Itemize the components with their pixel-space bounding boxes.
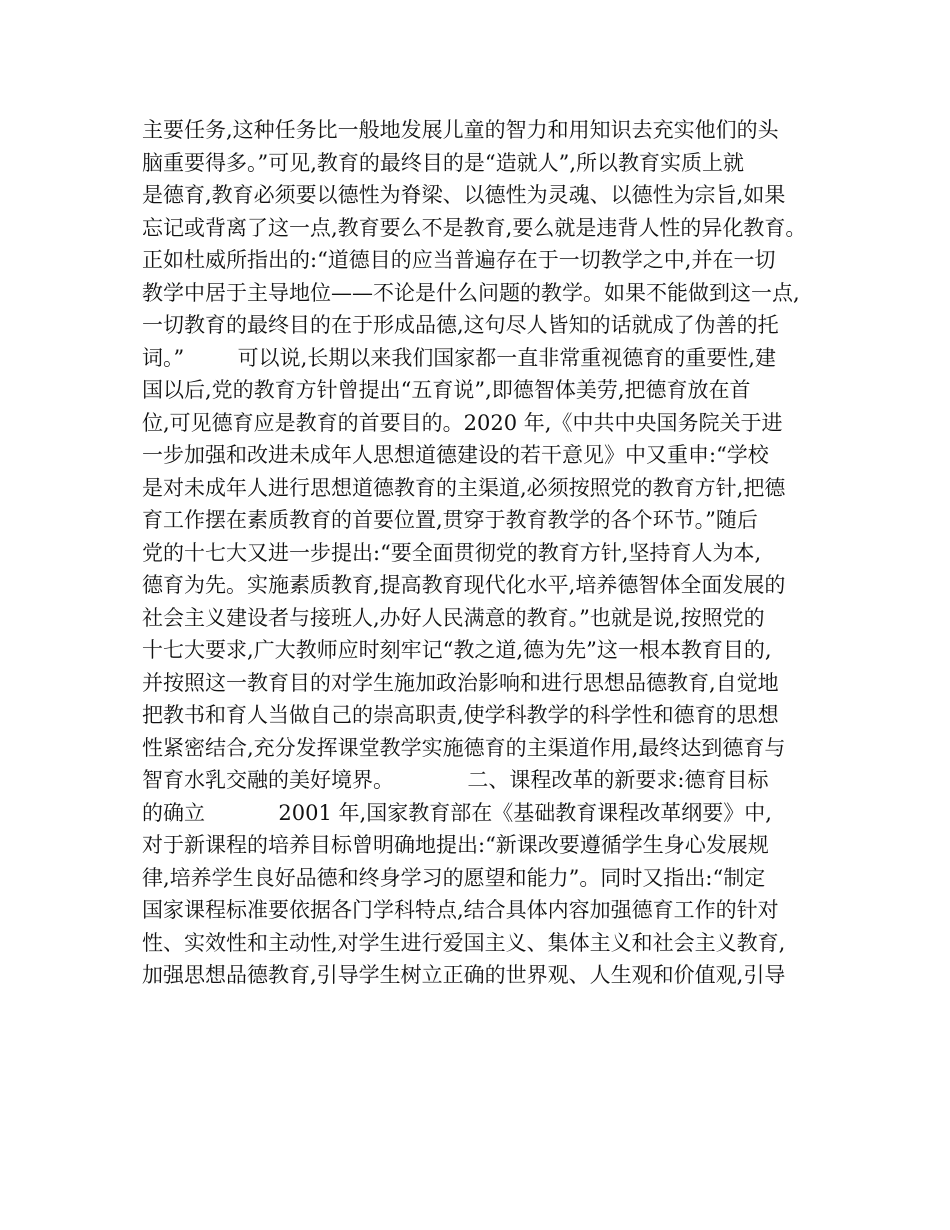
text-line: 十七大要求,广大教师应时刻牢记“教之道,德为先”这一根本教育目的, — [142, 638, 772, 662]
body-text — [142, 114, 822, 992]
text-line: 性紧密结合,充分发挥课堂教学实施德育的主渠道作用,最终达到德育与 — [142, 735, 786, 760]
text-line: 国家课程标准要依据各门学科特点,结合具体内容加强德育工作的针对 — [142, 898, 779, 922]
text-line: 加强思想品德教育,引导学生树立正确的世界观、人生观和价值观,引导 — [142, 963, 786, 987]
text-line: 是德育,教育必须要以德性为脊梁、以德性为灵魂、以德性为宗旨,如果 — [142, 183, 786, 207]
text-line: 一切教育的最终目的在于形成品德,这句尽人皆知的话就成了伪善的托 — [142, 313, 779, 337]
text-line: 是对未成年人进行思想道德教育的主渠道,必须按照党的教育方针,把德 — [142, 475, 786, 500]
text-line: 主要任务,这种任务比一般地发展儿童的智力和用知识去充实他们的头 — [142, 118, 779, 142]
text-line: 律,培养学生良好品德和终身学习的愿望和能力”。同时又指出:“制定 — [142, 865, 766, 890]
text-line: 的确立 2001 年,国家教育部在《基础教育课程改革纲要》中, — [142, 800, 772, 825]
text-line: 育工作摆在素质教育的首要位置,贯穿于教育教学的各个环节。”随后 — [142, 508, 758, 532]
text-line: 忘记或背离了这一点,教育要么不是教育,要么就是违背人性的异化教育。 — [142, 215, 807, 240]
text-line: 位,可见德育应是教育的首要目的。2020 年,《中共中央国务院关于进 — [142, 410, 783, 435]
text-line: 正如杜威所指出的:“道德目的应当普遍存在于一切教学之中,并在一切 — [142, 248, 776, 272]
text-line: 国以后,党的教育方针曾提出“五育说”,即德智体美劳,把德育放在首 — [142, 378, 751, 402]
text-line: 德育为先。实施素质教育,提高教育现代化水平,培养德智体全面发展的 — [142, 573, 786, 597]
text-line: 对于新课程的培养目标曾明确地提出:“新课改要遵循学生身心发展规 — [142, 833, 769, 857]
text-line: 把教书和育人当做自己的崇高职责,使学科教学的科学性和德育的思想 — [142, 703, 779, 727]
text-line: 党的十七大又进一步提出:“要全面贯彻党的教育方针,坚持育人为本, — [142, 540, 762, 565]
text-line: 性、实效性和主动性,对学生进行爱国主义、集体主义和社会主义教育, — [142, 930, 786, 955]
text-line: 社会主义建设者与接班人,办好人民满意的教育。”也就是说,按照党的 — [142, 605, 765, 630]
text-line: 一步加强和改进未成年人思想道德建设的若干意见》中又重申:“学校 — [142, 443, 769, 467]
text-line: 智育水乳交融的美好境界。 二、课程改革的新要求:德育目标 — [142, 768, 769, 792]
text-line: 脑重要得多。”可见,教育的最终目的是“造就人”,所以教育实质上就 — [142, 150, 745, 175]
text-line: 并按照这一教育目的对学生施加政治影响和进行思想品德教育,自觉地 — [142, 670, 779, 695]
text-line: 教学中居于主导地位——不论是什么问题的教学。如果不能做到这一点, — [142, 280, 800, 305]
text-line: 词。” 可以说,长期以来我们国家都一直非常重视德育的重要性,建 — [142, 345, 776, 370]
